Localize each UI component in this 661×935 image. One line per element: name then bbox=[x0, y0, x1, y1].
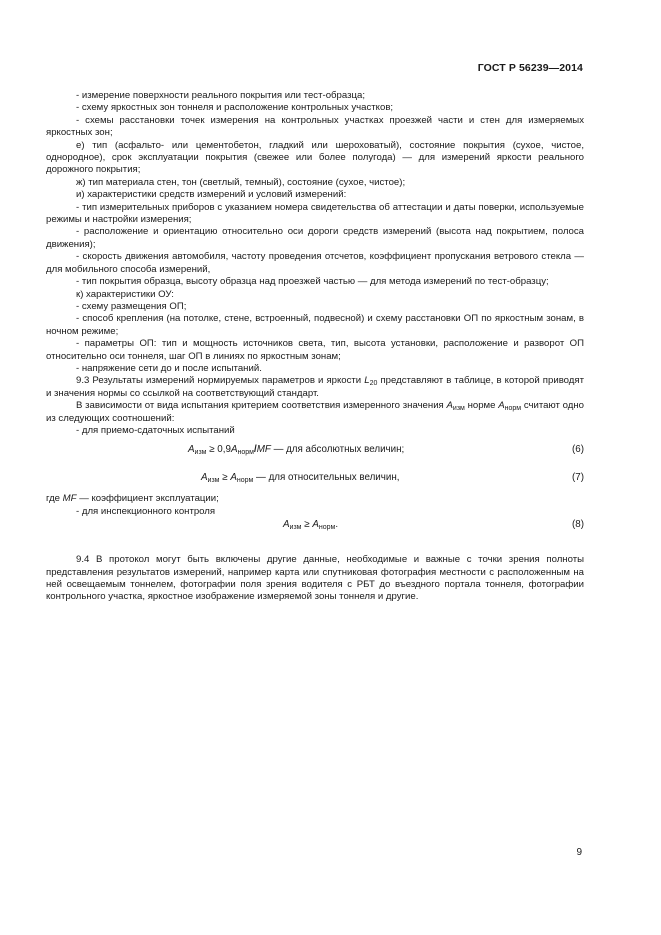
list-item: к) характеристики ОУ: bbox=[76, 288, 174, 300]
list-item: - скорость движения автомобиля, частоту проведения отсчетов, коэффициент пропускания ветрового стекла — для мобильного способа измерений, bbox=[46, 251, 584, 275]
paragraph-criterion bbox=[46, 400, 584, 425]
list-item: и) характеристики средств измерений и условий измерений: bbox=[76, 189, 347, 201]
where-text: — коэффициент эксплуатации; bbox=[76, 493, 219, 505]
symbol-a: A bbox=[312, 519, 319, 531]
symbol-mf: MF bbox=[62, 493, 77, 505]
equation-6 bbox=[46, 437, 584, 465]
eq-sub: изм bbox=[207, 477, 220, 485]
acceptance-tests-item: - для приемо-сдаточных испытаний bbox=[76, 424, 235, 436]
list-item: - расположение и ориентацию относительно оси дороги средств измерений (высота над покрытием, полоса движения); bbox=[46, 226, 584, 250]
paragraph-9-4: 9.4 В протокол могут быть включены другие данные, необходимые и важные с точки зрения полноты представления результатов измерений, например карта или спутниковая фотография местности с расположенным на ней освещаемым тоннелем, фотографии поля зрения водителя с РБТ до въездного портала тоннеля, фотографии контрольного участка, яркостное изображение измеряемой зоны тоннеля и другие. bbox=[46, 554, 584, 603]
symbol-a-sub: норм bbox=[504, 405, 522, 413]
list-item: - измерение поверхности реального покрытия или тест-образца; bbox=[76, 90, 365, 101]
symbol-l-sub: 20 bbox=[369, 380, 378, 388]
eq-sub: норм bbox=[236, 477, 254, 485]
document-body bbox=[46, 90, 584, 604]
symbol-a: A bbox=[201, 472, 208, 484]
eq-operator: ≥ bbox=[219, 472, 231, 484]
equation-number: (7) bbox=[572, 472, 584, 484]
eq-operator: ≥ bbox=[301, 519, 313, 531]
symbol-a: A bbox=[283, 519, 290, 531]
eq-description: — для абсолютных величин; bbox=[270, 444, 405, 456]
symbol-a: A bbox=[230, 444, 238, 456]
eq-operator: ≥ 0,9 bbox=[206, 444, 231, 456]
eq-sub: изм bbox=[194, 449, 207, 457]
eq-sub: изм bbox=[289, 524, 302, 532]
division-slash: / bbox=[253, 444, 257, 456]
symbol-a: A bbox=[498, 400, 505, 412]
eq-sub: норм bbox=[318, 524, 336, 532]
list-item: ж) тип материала стен, тон (светлый, темный), состояние (сухое, чистое); bbox=[76, 176, 406, 188]
equation-number: (8) bbox=[572, 519, 584, 531]
list-item: - тип покрытия образца, высоту образца над проезжей частью — для метода измерений по тест-образцу; bbox=[76, 276, 549, 288]
page-number: 9 bbox=[576, 847, 582, 858]
symbol-mf: MF bbox=[256, 444, 271, 456]
list-item: - напряжение сети до и после испытаний. bbox=[76, 362, 262, 374]
inspection-control-item: - для инспекционного контроля bbox=[76, 505, 216, 517]
symbol-a-sub: изм bbox=[452, 405, 465, 413]
list-item: е) тип (асфальто- или цементобетон, гладкий или шероховатый), состояние покрытия (сухое, чистое, однородное), срок эксплуатации покрытия (свежее или более полугода) — для измерений яркости реального дорожного покрытия; bbox=[46, 139, 584, 176]
list-item: - схемы расстановки точек измерения на контрольных участках проезжей части и стен для измеряемых яркостных зон; bbox=[46, 114, 584, 139]
paragraph-9-3 bbox=[46, 375, 584, 400]
criterion-middle: норме bbox=[464, 400, 499, 412]
symbol-a: A bbox=[188, 444, 195, 456]
eq-tail: . bbox=[335, 519, 339, 531]
symbol-a: A bbox=[230, 472, 237, 484]
list-item: - схему яркостных зон тоннеля и расположение контрольных участков; bbox=[76, 102, 394, 114]
list-item: - схему размещения ОП; bbox=[76, 300, 187, 312]
equation-number: (6) bbox=[572, 444, 584, 456]
standard-header: ГОСТ Р 56239—2014 bbox=[477, 62, 583, 74]
eq-description: — для относительных величин, bbox=[253, 472, 400, 484]
p93-before: 9.3 Результаты измерений нормируемых параметров и яркости bbox=[76, 375, 365, 387]
eq-sub: норм bbox=[237, 449, 254, 457]
where-prefix: где bbox=[46, 493, 63, 505]
symbol-l: L bbox=[364, 375, 370, 387]
equation-6-expression bbox=[188, 444, 404, 456]
equation-8-expression bbox=[283, 519, 338, 531]
equation-7 bbox=[46, 465, 584, 491]
symbol-a: A bbox=[446, 400, 453, 412]
p93-after: представляют в таблице, в которой приводят и значения нормы со ссылкой на соответствующий стандарт. bbox=[46, 375, 584, 399]
equation-8 bbox=[46, 512, 584, 538]
list-item: - тип измерительных приборов с указанием номера свидетельства об аттестации и даты поверки, используемые режимы и настройки измерения; bbox=[46, 201, 584, 226]
criterion-after: считают одно из следующих соотношений: bbox=[46, 400, 584, 424]
equation-7-expression bbox=[201, 472, 400, 484]
where-mf bbox=[46, 493, 584, 505]
spacer bbox=[46, 538, 584, 554]
list-item: - способ крепления (на потолке, стене, встроенный, подвесной) и схему расстановки ОП по яркостным зонам, в ночном режиме; bbox=[46, 313, 584, 337]
criterion-before: В зависимости от вида испытания критерием соответствия измеренного значения bbox=[76, 400, 447, 412]
list-item: - параметры ОП: тип и мощность источников света, тип, высота установки, расположение и разворот ОП относительно оси тоннеля, шаг ОП в линиях по яркостным зонам; bbox=[46, 338, 584, 362]
